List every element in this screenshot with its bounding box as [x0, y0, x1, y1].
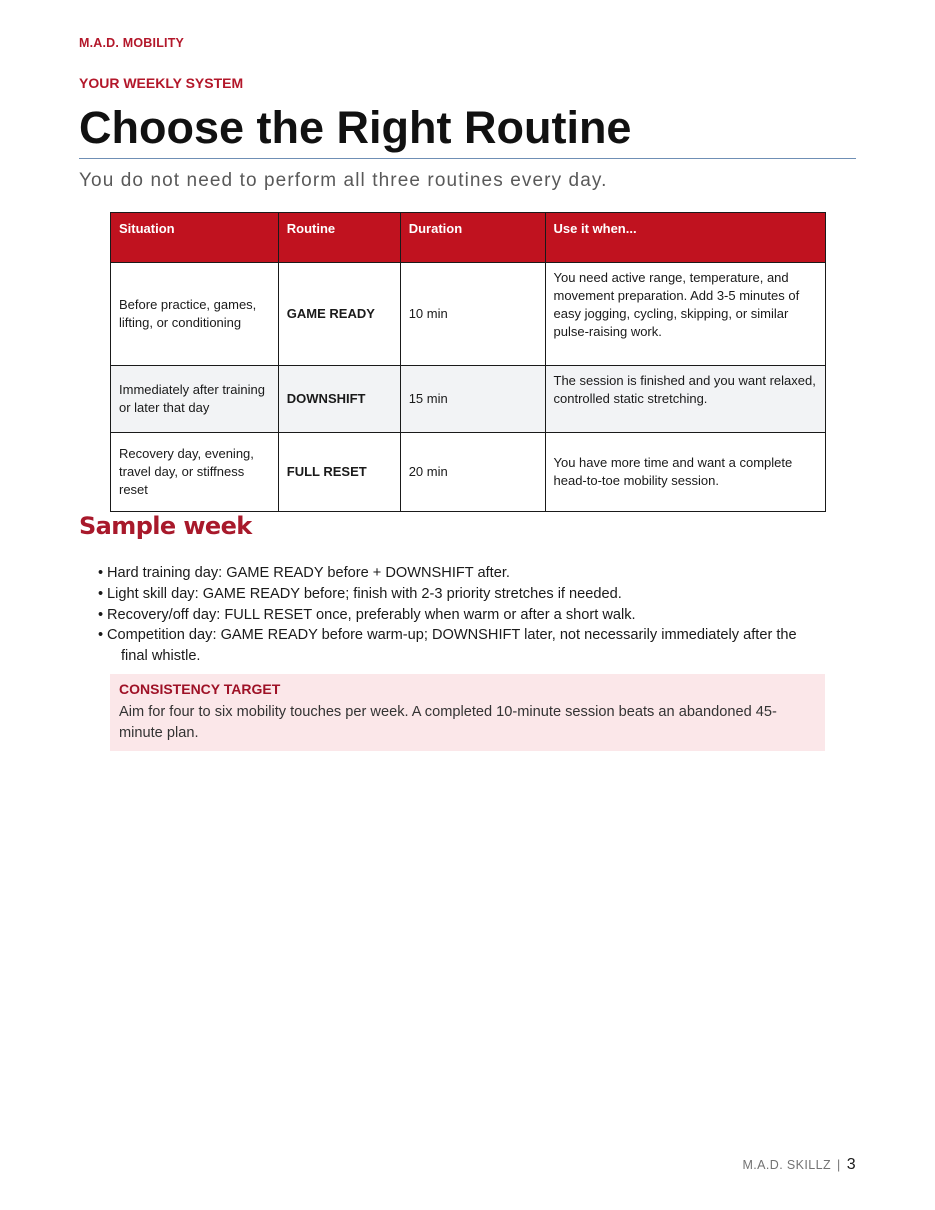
consistency-callout	[110, 674, 825, 751]
sample-week-list	[98, 563, 838, 667]
list-item-continuation: final whistle.	[121, 648, 201, 665]
footer-separator: |	[837, 1158, 841, 1172]
section-eyebrow: YOUR WEEKLY SYSTEM	[79, 75, 244, 91]
title-divider	[79, 158, 856, 159]
page-number: 3	[846, 1156, 856, 1173]
routine-table	[110, 212, 826, 512]
routine-cell: GAME READY	[278, 263, 400, 366]
use-when-cell: You need active range, temperature, and movement preparation. Add 3-5 minutes of easy jogging, cycling, skipping, or similar pulse-raising work.	[545, 263, 826, 366]
bullet-icon: •	[98, 627, 104, 644]
column-header-routine: Routine	[278, 213, 400, 263]
routine-cell: DOWNSHIFT	[278, 366, 400, 433]
table-row	[111, 433, 826, 512]
page-subtitle: You do not need to perform all three routines every day.	[79, 170, 608, 191]
duration-cell: 20 min	[400, 433, 545, 512]
callout-title: CONSISTENCY TARGET	[119, 681, 281, 697]
column-header-situation: Situation	[111, 213, 279, 263]
page-footer	[742, 1156, 856, 1174]
use-when-cell: The session is finished and you want relaxed, controlled static stretching.	[545, 366, 826, 433]
page-title: Choose the Right Routine	[79, 102, 632, 153]
bullet-icon: •	[98, 585, 104, 602]
list-item-text: Recovery/off day: FULL RESET once, preferably when warm or after a short walk.	[107, 606, 636, 623]
bullet-icon: •	[98, 565, 104, 581]
brand-label: M.A.D. MOBILITY	[79, 36, 185, 50]
table-row	[111, 366, 826, 433]
situation-cell: Immediately after training or later that day	[111, 366, 279, 433]
use-when-cell: You have more time and want a complete head-to-toe mobility session.	[545, 433, 826, 512]
list-item	[98, 584, 838, 605]
sample-week-heading: Sample week	[79, 512, 252, 540]
duration-cell: 15 min	[400, 366, 545, 433]
list-item	[98, 563, 838, 584]
footer-label: M.A.D. SKILLZ	[742, 1158, 832, 1172]
list-item-text: Light skill day: GAME READY before; finish with 2-3 priority stretches if needed.	[107, 585, 622, 602]
column-header-use-when: Use it when...	[545, 213, 826, 263]
situation-cell: Before practice, games, lifting, or conditioning	[111, 263, 279, 366]
callout-text: Aim for four to six mobility touches per week. A completed 10-minute session beats an abandoned 45-minute plan.	[119, 704, 777, 741]
column-header-duration: Duration	[400, 213, 545, 263]
bullet-icon: •	[98, 606, 104, 623]
list-item-text: Competition day: GAME READY before warm-up; DOWNSHIFT later, not necessarily immediately after the	[107, 627, 797, 644]
duration-cell: 10 min	[400, 263, 545, 366]
list-item-text: Hard training day: GAME READY before + DOWNSHIFT after.	[107, 565, 510, 581]
list-item	[98, 605, 838, 626]
table-header-row	[111, 213, 826, 263]
routine-cell: FULL RESET	[278, 433, 400, 512]
list-item	[98, 625, 838, 667]
situation-cell: Recovery day, evening, travel day, or stiffness reset	[111, 433, 279, 512]
table-row	[111, 263, 826, 366]
